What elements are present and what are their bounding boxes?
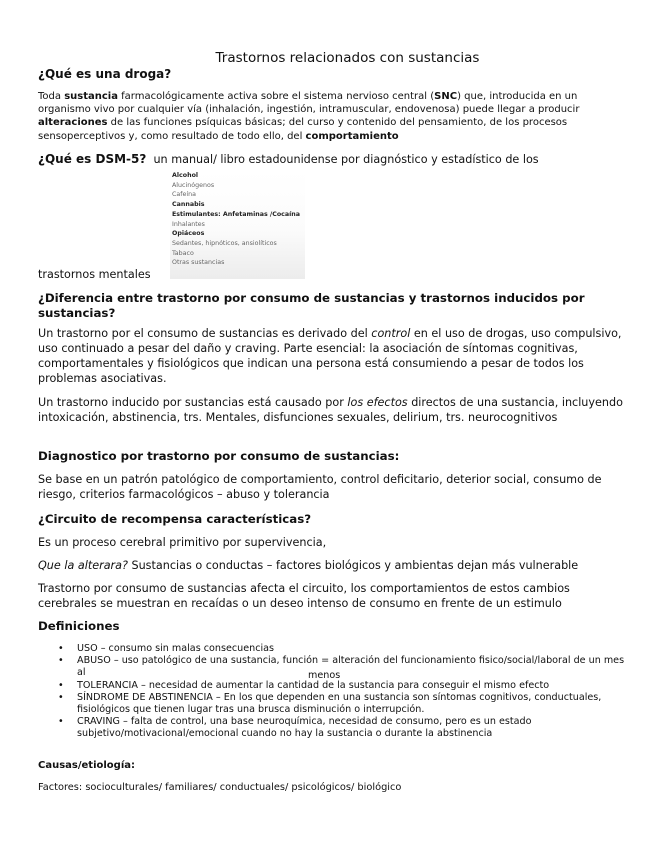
heading-definiciones: Definiciones: [38, 619, 120, 633]
list-item: • SÍNDROME DE ABSTINENCIA – En los que dependen en una sustancia son síntomas cognitivos, conductuales, fisiológicos que tienen lugar tras una brusca disminución o interrupción.: [38, 692, 628, 716]
heading-circuito: ¿Circuito de recompensa características?: [38, 512, 312, 526]
dsm-list-item: Alcohol: [172, 172, 199, 179]
menos-text: menos: [308, 670, 341, 681]
list-item: • ABUSO – uso patológico de una sustancia, función = alteración del funcionamiento fisico/social/laboral de un mes al: [38, 655, 628, 679]
dsm-list-item: Cannabis: [172, 201, 205, 209]
definitions-list: [38, 643, 628, 741]
dsm-list-item: Otras sustancias: [172, 259, 225, 267]
heading-dsm: ¿Qué es DSM-5?: [38, 152, 147, 166]
paragraph-consumo: Un trastorno por el consumo de sustancias es derivado del control en el uso de drogas, uso compulsivo, uso continuado a pesar del daño y craving. Parte esencial: la asociación de síntomas cognitivas, comportamentales y fisiológicos que indican una persona está consumiendo a pesar de todos los problemas asociativas.: [38, 327, 622, 385]
dsm-list-item: Sedantes, hipnóticos, ansiolíticos: [172, 239, 277, 247]
list-item: • TOLERANCIA – necesidad de aumentar la cantidad de la sustancia para conseguir el mismo efecto: [38, 680, 628, 692]
dsm-text: un manual/ libro estadounidense por diagnóstico y estadístico de los: [153, 153, 539, 166]
list-item: • CRAVING – falta de control, una base neuroquímica, necesidad de consumo, pero es un estado subjetivo/motivacional/emocional cuando no hay la sustancia o durante la abstinencia: [38, 716, 628, 740]
paragraph-diagnostico: Se base en un patrón patológico de comportamiento, control deficitario, deterior social, consumo de riesgo, criterios farmacológicos – abuso y tolerancia: [38, 473, 602, 501]
dsm-list-item: Opiáceos: [172, 230, 205, 238]
page-title: Trastornos relacionados con sustancias: [215, 50, 480, 66]
paragraph-droga: Toda sustancia farmacológicamente activa sobre el sistema nervioso central (SNC) que, introducida en un organismo vivo por cualquier vía (inhalación, ingestión, intramuscular, endovenosa) puede llegar a producir alteraciones de las funciones psíquicas básicas; del curso y contenido del pensamiento, de los procesos sensoperceptivos y, como resultado de todo ello, del comportamiento: [38, 91, 580, 142]
list-item: • USO – consumo sin malas consecuencias: [38, 643, 628, 655]
heading-causas: Causas/etiología:: [38, 760, 136, 771]
heading-diagnostico: Diagnostico por trastorno por consumo de sustancias:: [38, 449, 400, 463]
heading-droga: ¿Qué es una droga?: [38, 67, 172, 81]
dsm-substance-list-image: [170, 171, 305, 279]
paragraph-inducido: Un trastorno inducido por sustancias está causado por los efectos directos de una sustancia, incluyendo intoxicación, abstinencia, trs. Mentales, disfunciones sexuales, delirium, trs. neurocognitivos: [38, 396, 623, 424]
heading-diferencia: ¿Diferencia entre trastorno por consumo de sustancias y trastornos inducidos por sustancias?: [38, 291, 585, 320]
paragraph-circuito-1: Es un proceso cerebral primitivo por supervivencia,: [38, 536, 327, 549]
dsm-list-item: Alucinógenos: [172, 181, 215, 189]
dsm-line: [38, 152, 638, 166]
dsm-list-item: Tabaco: [172, 249, 194, 257]
paragraph-circuito-3: Trastorno por consumo de sustancias afecta el circuito, los comportamientos de estos cambios cerebrales se muestran en recaídas o un deseo intenso de consumo en frente de un estimulo: [38, 582, 570, 610]
dsm-list-item: Cafeína: [172, 191, 196, 199]
paragraph-circuito-2: Que la alterara? Sustancias o conductas – factores biológicos y ambientas dejan más vulnerable: [38, 559, 579, 572]
dsm-tail-text: trastornos mentales: [38, 268, 151, 281]
dsm-list-item: Estimulantes: Anfetaminas /Cocaína: [172, 210, 301, 218]
paragraph-causas: Factores: socioculturales/ familiares/ conductuales/ psicológicos/ biológico: [38, 782, 402, 793]
dsm-list-item: Inhalantes: [172, 220, 205, 228]
